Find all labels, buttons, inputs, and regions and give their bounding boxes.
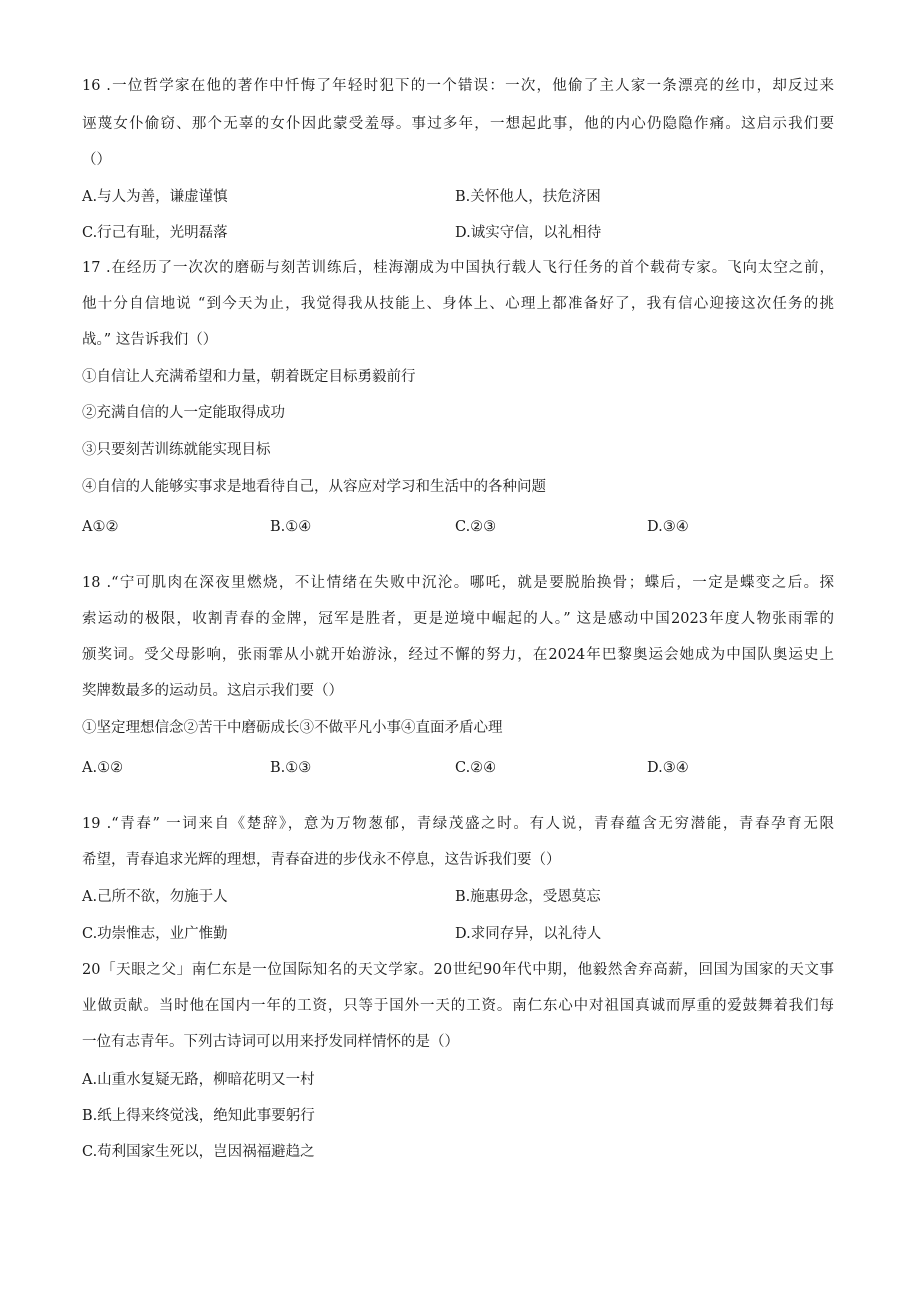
q16-option-b: B.关怀他人，扶危济困 [455,189,601,205]
q17-stem-line-3: 战。” 这告诉我们（） [82,332,218,348]
q19-stem-line-1: 19 .“青春” 一词来自《楚辞》，意为万物葱郁，青绿茂盛之时。有人说，青春蕴含无穷潜能，青春孕育无限 [82,816,834,832]
q20-stem-line-2: 业做贡献。当时他在国内一年的工资，只等于国外一天的工资。南仁东心中对祖国真诚而厚重的爱鼓舞着我们每 [82,998,834,1014]
q18-statements: ①坚定理想信念②苦干中磨砺成长③不做平凡小事④直面矛盾心理 [82,720,503,736]
q18-stem-line-4: 奖牌数最多的运动员。这启示我们要（） [82,683,343,699]
q18-option-a: A.①② [82,760,124,776]
q19-option-c: C.功崇惟志，业广惟勤 [82,926,228,942]
q17-stem-line-2: 他十分自信地说 “到今天为止，我觉得我从技能上、身体上、心理上都准备好了，我有信心迎接这次任务的挑 [82,296,834,312]
q17-statement-3: ③只要刻苦训练就能实现目标 [82,442,271,458]
q18-option-b: B.①③ [270,760,312,776]
q16-answer-paren: （） [82,152,111,168]
q20-option-c: C.苟利国家生死以，岂因祸福避趋之 [82,1144,315,1160]
q18-option-c: C.②④ [455,760,497,776]
q16-stem-line-2: 诬蔑女仆偷窃、那个无辜的女仆因此蒙受羞辱。事过多年，一想起此事，他的内心仍隐隐作痛。这启示我们要 [82,116,834,132]
q17-option-d: D.③④ [647,519,689,535]
q17-stem-line-1: 17 .在经历了一次次的磨砺与刻苦训练后，桂海潮成为中国执行载人飞行任务的首个载荷专家。飞向太空之前， [82,260,834,276]
q16-option-c: C.行己有耻，光明磊落 [82,225,228,241]
q19-option-d: D.求同存异，以礼待人 [455,926,602,942]
q18-stem-line-3: 颁奖词。受父母影响，张雨霏从小就开始游泳，经过不懈的努力，在2024年巴黎奥运会她成为中国队奥运史上 [82,647,834,663]
q17-option-b: B.①④ [270,519,312,535]
q19-option-a: A.己所不欲，勿施于人 [82,889,228,905]
q18-stem-line-1: 18 .“宁可肌肉在深夜里燃烧，不让情绪在失败中沉沦。哪吒，就是要脱胎换骨；蝶后，一定是蝶变之后。探 [82,575,834,591]
q17-statement-2: ②充满自信的人一定能取得成功 [82,405,285,421]
q20-option-b: B.纸上得来终觉浅，绝知此事要躬行 [82,1108,315,1124]
q20-option-a: A.山重水复疑无路，柳暗花明又一村 [82,1072,315,1088]
q17-statement-4: ④自信的人能够实事求是地看待自己，从容应对学习和生活中的各种问题 [82,479,546,495]
q16-option-a: A.与人为善，谦虚谨慎 [82,189,228,205]
q17-statement-1: ①自信让人充满希望和力量，朝着既定目标勇毅前行 [82,369,416,385]
q19-stem-line-2: 希望，青春追求光辉的理想，青春奋进的步伐永不停息，这告诉我们要（） [82,852,561,868]
q18-stem-line-2: 索运动的极限，收割青春的金牌，冠军是胜者，更是逆境中崛起的人。” 这是感动中国2023年度人物张雨霏的 [82,611,834,627]
q18-option-d: D.③④ [647,760,689,776]
q16-option-d: D.诚实守信，以礼相待 [455,225,602,241]
q20-stem-line-3: 一位有志青年。下列古诗词可以用来抒发同样情怀的是（） [82,1034,459,1050]
q17-option-c: C.②③ [455,519,497,535]
q17-option-a: A①② [82,519,119,535]
q19-option-b: B.施惠毋念，受恩莫忘 [455,889,601,905]
q20-stem-line-1: 20「天眼之父」南仁东是一位国际知名的天文学家。20世纪90年代中期，他毅然舍弃高薪，回国为国家的天文事 [82,962,834,978]
q16-stem-line-1: 16 .一位哲学家在他的著作中忏悔了年轻时犯下的一个错误：一次，他偷了主人家一条漂亮的丝巾，却反过来 [82,78,834,94]
